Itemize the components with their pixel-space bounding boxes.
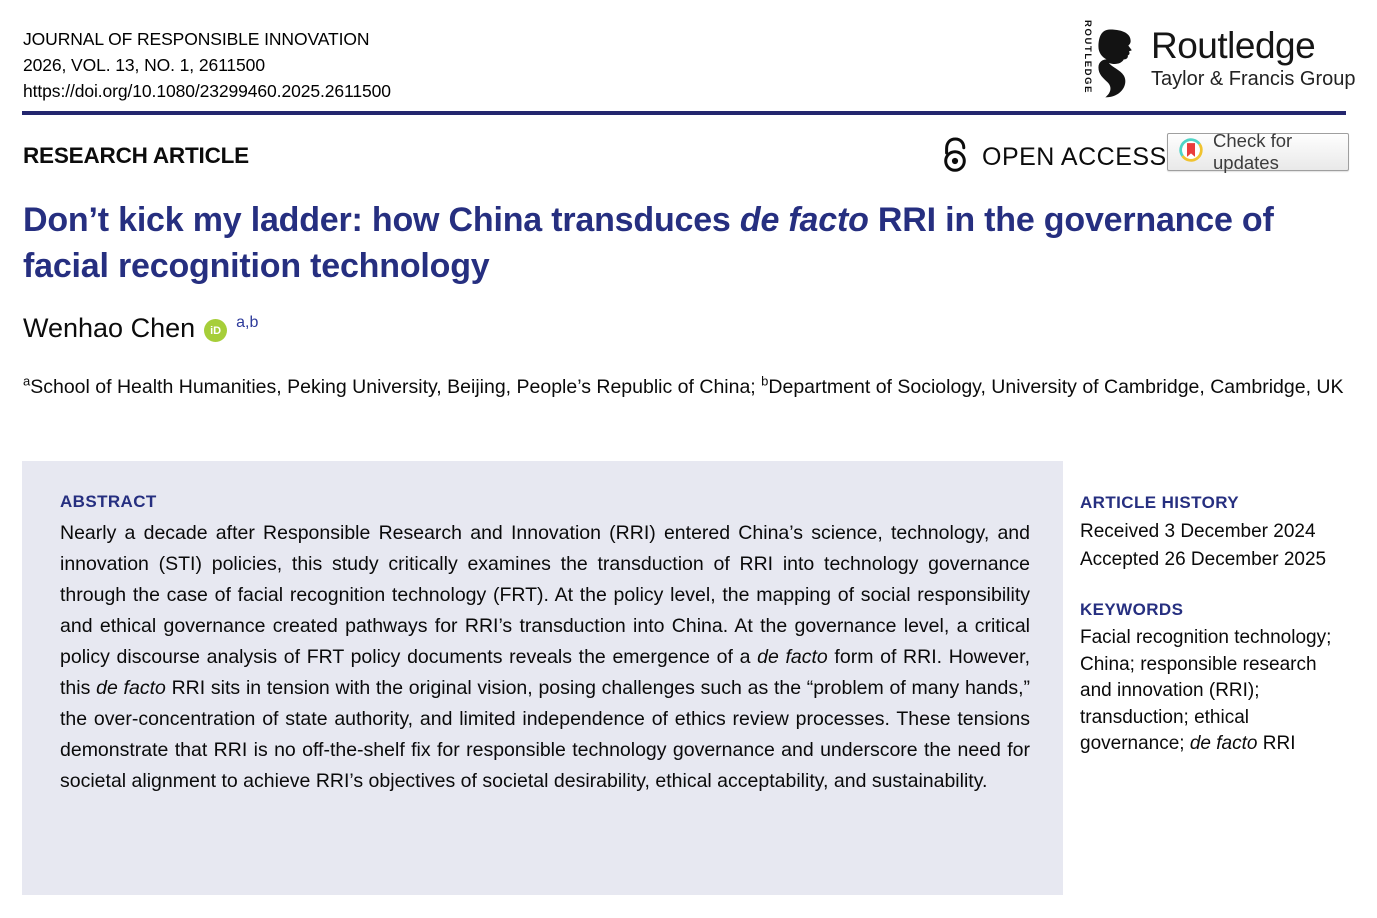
crossmark-icon bbox=[1178, 137, 1204, 168]
header-rule bbox=[22, 111, 1346, 115]
author-row bbox=[23, 313, 258, 344]
abstract-text: Nearly a decade after Responsible Research and Innovation (RRI) entered China’s science, technology, and innovation (STI) policies, this study critically examines the transduction of RRI into technology governance through the case of facial recognition technology (FRT). At the policy level, the mapping of social responsibility and ethical governance created pathways for RRI’s transduction into China. At the governance level, a critical policy discourse analysis of FRT policy documents reveals the emergence of a de facto form of RRI. However, this de facto RRI sits in tension with the original vision, posing challenges such as the “problem of many hands,” the over-concentration of state authority, and limited independence of ethics review processes. These tensions demonstrate that RRI is no off-the-shelf fix for responsible technology governance and underscore the need for societal alignment to achieve RRI’s objectives of societal desirability, ethical acceptability, and sustainability. bbox=[60, 522, 1030, 792]
abstract-heading: ABSTRACT bbox=[60, 492, 157, 511]
open-access-badge bbox=[942, 136, 1167, 178]
article-history-heading: ARTICLE HISTORY bbox=[1080, 493, 1240, 512]
keywords-text: Facial recognition technology; China; responsible research and innovation (RRI); transduction; ethical governance; de facto RRI bbox=[1080, 627, 1332, 754]
check-for-updates-label: Check for updates bbox=[1213, 130, 1293, 173]
doi-link[interactable]: https://doi.org/10.1080/23299460.2025.2611500 bbox=[23, 81, 391, 101]
abstract-panel bbox=[22, 461, 1063, 895]
routledge-vertical-text: ROUTLEDGE bbox=[1082, 20, 1093, 95]
journal-name: JOURNAL OF RESPONSIBLE INNOVATION bbox=[23, 29, 370, 49]
orcid-icon[interactable]: iD bbox=[204, 319, 227, 342]
affiliations: $^a$School of Health Humanities, Peking University, Beijing, People’s Republic of China; $^b$Department of Sociology, University of Cambridge, Cambridge, UK bbox=[23, 373, 1344, 398]
keywords-block bbox=[1080, 600, 1350, 758]
publisher-name: Routledge bbox=[1151, 25, 1316, 66]
publisher-wordmark bbox=[1151, 26, 1356, 91]
open-access-label: OPEN ACCESS bbox=[982, 142, 1167, 171]
open-lock-icon bbox=[942, 136, 972, 178]
received-date: Received 3 December 2024 bbox=[1080, 521, 1316, 542]
journal-volume-line: 2026, VOL. 13, NO. 1, 2611500 bbox=[23, 55, 265, 75]
author-name: Wenhao Chen bbox=[23, 313, 196, 343]
article-history-block bbox=[1080, 493, 1350, 573]
article-title: Don’t kick my ladder: how China transduces de facto RRI in the governance of facial recognition technology bbox=[23, 201, 1274, 285]
article-type-label: RESEARCH ARTICLE bbox=[23, 143, 249, 168]
publisher-group: Taylor & Francis Group bbox=[1151, 68, 1356, 90]
author-affiliation-marks: a,b bbox=[236, 314, 259, 331]
article-meta-column bbox=[1080, 493, 1350, 758]
check-for-updates-button[interactable] bbox=[1167, 130, 1349, 173]
keywords-heading: KEYWORDS bbox=[1080, 600, 1184, 619]
publisher-logo bbox=[1082, 18, 1356, 114]
routledge-face-r-icon bbox=[1095, 19, 1141, 114]
accepted-date: Accepted 26 December 2025 bbox=[1080, 548, 1327, 570]
journal-info bbox=[23, 26, 391, 104]
